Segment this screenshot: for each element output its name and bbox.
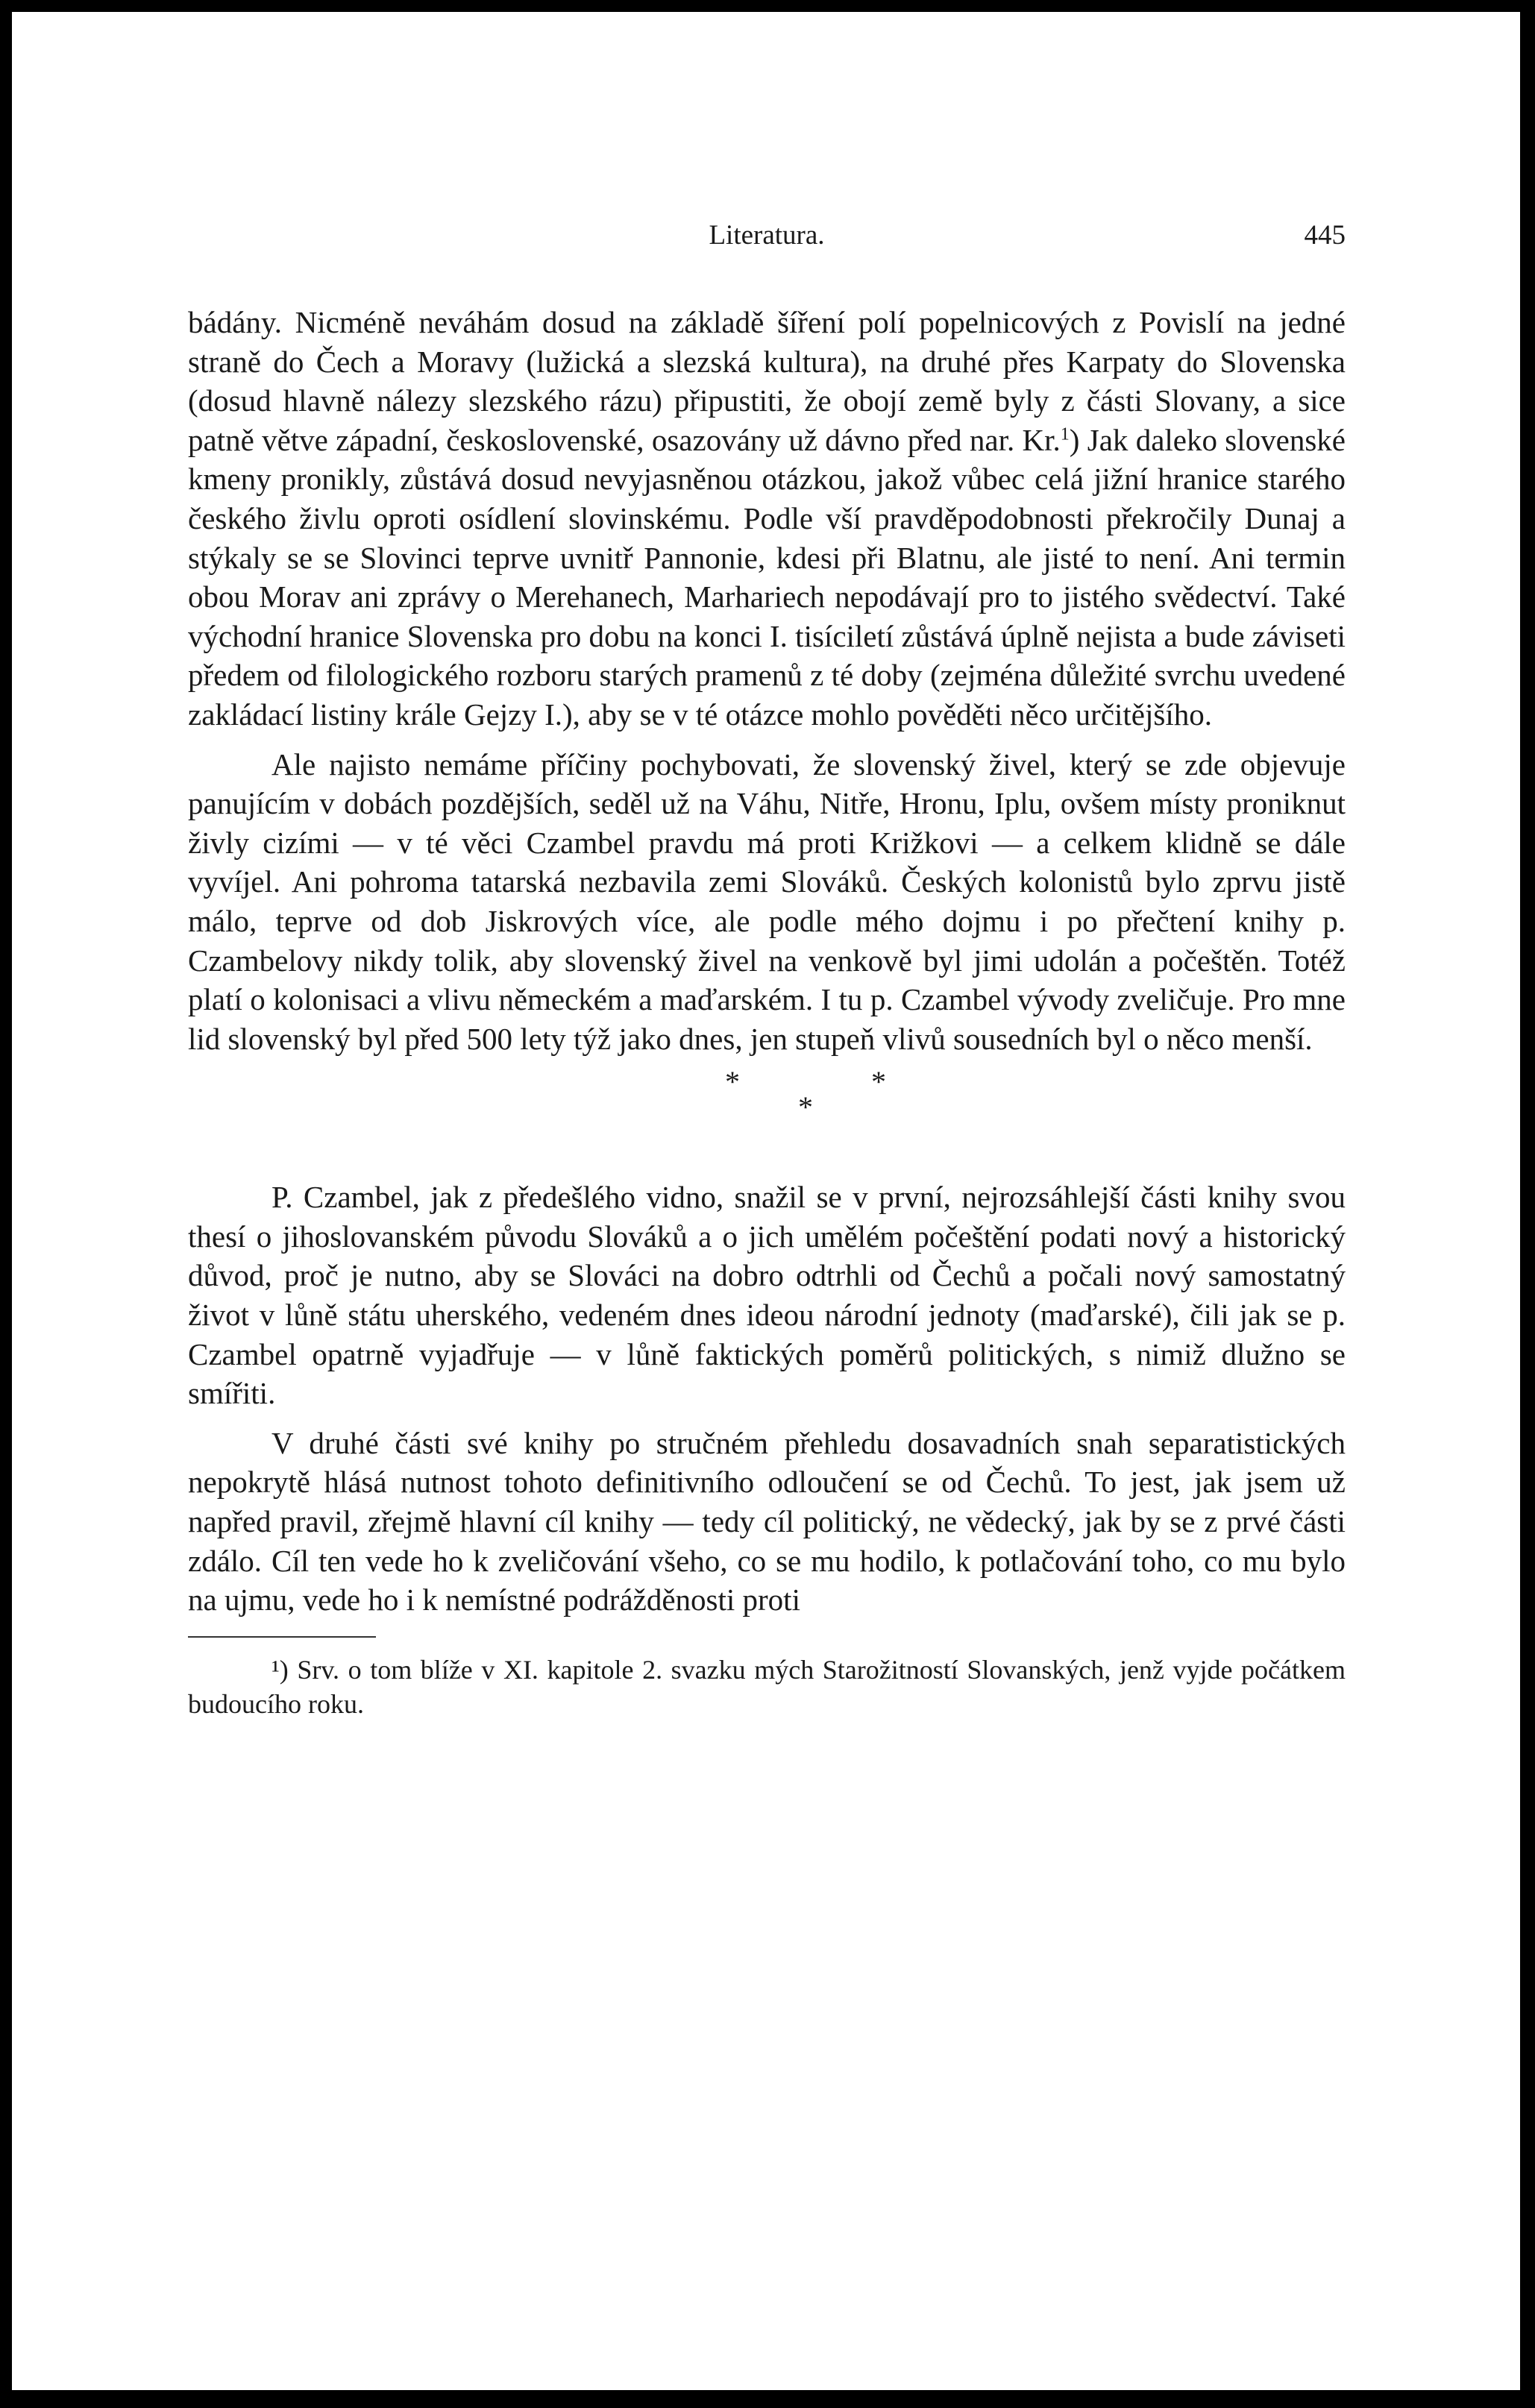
- footnote-text: Srv. o tom blíže v XI. kapitole 2. svazku mých Starožitností Slovanských, jenž vyjde počátkem budoucího roku.: [188, 1654, 1346, 1719]
- book-page: [188, 216, 1346, 1721]
- paragraph-4: V druhé části své knihy po stručném přehledu dosavadních snah separatistických nepokrytě hlásá nutnost tohoto definitivního odloučení se od Čechů. To jest, jak jsem už napřed pravil, zřejmě hlavní cíl knihy — tedy cíl politický, ne vědecký, jak by se z prvé části zdálo. Cíl ten vede ho k zveličování všeho, co se mu hodilo, k potlačování toho, co mu bylo na ujmu, vede ho i k nemístné podrážděnosti proti: [188, 1425, 1346, 1618]
- section-break: [188, 1063, 1346, 1140]
- asterisk-ornament: *: [725, 1065, 740, 1099]
- paragraph-2: Ale najisto nemáme příčiny pochybovati, že slovenský živel, který se zde objevuje panujícím v dobách pozdějších, seděl už na Váhu, Nitře, Hronu, Iplu, ovšem místy proniknut živly cizími — v té věci Czambel pravdu má proti Križkovi — a celkem klidně se dále vyvíjel. Ani pohroma tatarská nezbavila zemi Slováků. Českých kolonistů bylo zprvu jistě málo, teprve od dob Jiskrových více, ale podle mého dojmu i po přečtení knihy p. Czambelovy nikdy tolik, aby slovenský živel na venkově byl jimi udolán a počeštěn. Totéž platí o kolonisaci a vlivu německém a maďarském. I tu p. Czambel vývody zveličuje. Pro mne lid slovenský byl před 500 lety týž jako dnes, jen stupeň vlivů sousedních byl o něco menší.: [188, 746, 1346, 1056]
- paragraph-1-text-b: ) Jak daleko slovenské kmeny pronikly, zůstává dosud nevyjasněnou otázkou, jakož vůbec celá jižní hranice starého českého živlu oproti osídlení slovinskému. Podle vší pravděpodobnosti překročily Dunaj a stýkaly se se Slovinci teprve uvnitř Pannonie, kdesi při Blatnu, ale jisté to není. Ani termin obou Morav ani zprávy o Merehanech, Marhariech nepodávají pro to jistého svědectví. Také východní hranice Slovenska pro dobu na konci I. tisíciletí zůstává úplně nejista a bude záviseti předem od filologického rozboru starých pramenů z té doby (zejména důležité svrchu uvedené zakládací listiny krále Gejzy I.), aby se v té otázce mohlo pověděti něco určitějšího.: [188, 422, 1346, 732]
- paragraph-3: P. Czambel, jak z předešlého vidno, snažil se v první, nejrozsáhlejší části knihy svou thesí o jihoslovanském původu Slováků a o jich umělém počeštění podati nový a historický důvod, proč je nutno, aby se Slováci na dobro odtrhli od Čechů a počali nový samostatný život v lůně státu uherského, vedeném dnes ideou národní jednoty (maďarské), čili jak se p. Czambel opatrně vyjadřuje — v lůně faktických poměrů politických, s nimiž dlužno se smířiti.: [188, 1180, 1346, 1411]
- paragraph-1: [188, 303, 1346, 735]
- footnote: [188, 1653, 1346, 1721]
- asterisk-ornament: *: [871, 1065, 886, 1099]
- paragraph-1-text-a: bádány. Nicméně neváhám dosud na základě šíření polí popelnicových z Povislí na jedné straně do Čech a Moravy (lužická a slezská kultura), na druhé přes Karpaty do Slovenska (dosud hlavně nálezy slezského rázu) připustiti, že obojí země byly z části Slovany, a sice patně větve západní, československé, osazovány už dávno před nar. Kr.: [188, 305, 1346, 457]
- running-head: [188, 216, 1346, 255]
- page-number: 445: [1304, 220, 1346, 251]
- footnote-divider: [188, 1636, 376, 1638]
- running-title: Literatura.: [709, 220, 825, 251]
- asterisk-ornament: *: [798, 1090, 813, 1125]
- footnote-reference: 1: [1060, 424, 1070, 444]
- footnote-mark: ¹): [271, 1654, 289, 1685]
